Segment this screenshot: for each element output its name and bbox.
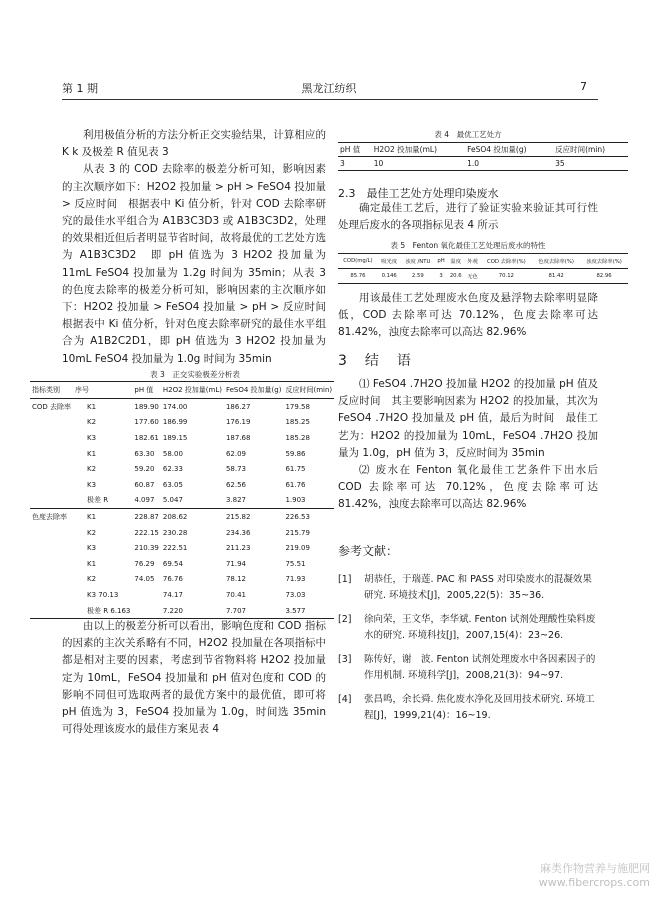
table3-cell: 3.577 [285, 606, 306, 615]
paragraph-result: 用该最佳工艺处理废水色度及悬浮物去除率明显降低，COD 去除率可达 70.12%，色度去除率可达 81.42%，浊度去除率可以高达 82.96% [338, 292, 598, 339]
table3-cell: 177.60 [134, 418, 159, 427]
table3-cell: 极差 R [87, 496, 109, 505]
table3-row [30, 556, 334, 572]
left-column-text-bottom [62, 618, 337, 738]
table3-cell: K1 [87, 449, 97, 458]
table3-cell [30, 572, 73, 588]
table3-cell: 230.28 [162, 528, 188, 537]
table3-cell: 186.27 [225, 402, 251, 411]
table4-header: pH 值 [340, 145, 361, 154]
table5-header: 温度 [450, 259, 462, 265]
table3-row [30, 399, 334, 415]
table3-cell: 179.58 [285, 402, 310, 411]
table4-header: 反应时间(min) [555, 145, 606, 154]
left-column-text [62, 127, 337, 368]
reference-number: [4] [338, 694, 352, 705]
reference-item [338, 692, 598, 724]
table3-cell: 222.15 [134, 528, 159, 537]
table5-cell: 0.146 [381, 273, 397, 279]
table5-header: 吸光度 [381, 259, 398, 265]
table3-cell: 62.09 [225, 449, 247, 458]
table3-cell: 74.05 [134, 575, 155, 584]
table3-cell: K3 [87, 480, 97, 489]
table3-cell: 61.76 [285, 480, 306, 489]
table3-header: pH 值 [134, 386, 154, 394]
table4-cell: 1.0 [467, 159, 479, 168]
table3-cell: 187.68 [225, 433, 251, 442]
table5-cell: 2.59 [411, 273, 424, 279]
table3-cell: 5.047 [162, 496, 183, 505]
table3-cell: 226.53 [285, 512, 310, 521]
section-3-title: 3 结 语 [338, 353, 413, 369]
table3-cell: K2 [87, 528, 97, 537]
reference-text: 张昌鸣，余长舜. 焦化废水净化及回用技术研究. 环境工程[J]，1999,21(4)：16~19. [364, 694, 595, 721]
watermark [470, 862, 650, 890]
table5-header: 色度去除率(%) [538, 259, 574, 265]
reference-item [338, 652, 598, 684]
reference-item [338, 612, 598, 644]
table3-cell: 74.17 [162, 590, 183, 599]
table3-cell: K2 [87, 575, 97, 584]
table3-cell: K2 [87, 465, 97, 474]
table3-cell: 189.90 [134, 402, 159, 411]
table3-row [30, 493, 334, 509]
reference-number: [1] [338, 574, 352, 585]
table4-header: FeSO4 投加量(g) [467, 145, 527, 154]
table5-header: 外观 [467, 259, 478, 265]
table3-row [30, 572, 334, 588]
table3-cell: K2 [87, 418, 97, 427]
table3-cell: 174.00 [162, 402, 188, 411]
reference-item [338, 572, 598, 604]
table5-caption: 表 5 Fenton 氧化最佳工艺处理后废水的特性 [390, 241, 546, 250]
reference-text: 胡恭任，于瑞莲. PAC 和 PASS 对印染废水的混凝效果研究. 环境技术[J]，2005,22(5)：35~36. [364, 574, 592, 601]
table3-header: 反应时间(min) [285, 386, 333, 394]
table3-cell [30, 603, 73, 619]
page-number: 7 [580, 80, 587, 93]
table3-cell: 76.76 [162, 575, 183, 584]
table3-cell: 76.29 [134, 559, 155, 568]
table4-header: H2O2 投加量(mL) [373, 145, 438, 154]
table5-header: 浊度去除率(%) [586, 259, 622, 265]
table5-cell: 70.12 [498, 273, 514, 279]
watermark-site-name: 麻类作物营养与施肥网 [540, 862, 650, 875]
conclusion-item-2: ⑵ 废水在 Fenton 氧化最佳工艺条件下出水后 COD 去除率可达 70.12%，色度去除率可达 81.42%，浊度去除率可以高达 82.96% [338, 464, 598, 511]
table3-cell: 73.03 [285, 590, 306, 599]
references-list [338, 572, 598, 732]
paragraph-validation: 确定最佳工艺后，进行了验证实验来验证其可行性 处理后废水的各项指标见表 4 所示 [338, 202, 609, 232]
table3-cell: 182.61 [134, 433, 159, 442]
table3-cell: 58.00 [162, 449, 183, 458]
table3-cell: 61.75 [285, 465, 306, 474]
table3-header: 序号 [75, 386, 90, 394]
journal-name: 黑龙江纺织 [301, 82, 357, 95]
table3-cell: 62.56 [225, 480, 247, 489]
table5-cell: 82.96 [596, 273, 612, 279]
table3-cell [30, 493, 73, 509]
table3-cell [132, 603, 161, 619]
reference-text: 陈传好，谢 波. Fenton 试剂处理废水中各因素因子的作用机制. 环境科学[J]，2008,21(3)：94~97. [364, 654, 596, 681]
table3-row [30, 509, 334, 525]
table3-header: H2O2 投加量(mL) [162, 386, 222, 394]
table5-cell: 3 [439, 273, 443, 279]
table3-cell: 63.05 [162, 480, 183, 489]
table3-cell: 63.30 [134, 449, 155, 458]
table3-cell: 211.23 [225, 544, 251, 553]
table3-cell: 1.903 [285, 496, 306, 505]
table3-cell: 59.86 [285, 449, 306, 458]
table3-cell: 176.19 [225, 418, 251, 427]
table3-cell: 189.15 [162, 433, 188, 442]
table3-cell: 62.33 [162, 465, 183, 474]
table3-cell: 219.09 [285, 544, 310, 553]
table3-cell: 71.94 [225, 559, 247, 568]
table3-cell: 228.87 [134, 512, 159, 521]
table3-cell: K1 [87, 402, 97, 411]
table4-cell: 10 [373, 159, 384, 168]
table5-container [338, 253, 628, 284]
table3-cell: K3 [87, 433, 97, 442]
table3-cell: 210.39 [134, 544, 159, 553]
table3-cell: 75.51 [285, 559, 306, 568]
table3-cell: 59.20 [134, 465, 155, 474]
table3-cell: 185.28 [285, 433, 310, 442]
watermark-url: www.fibercrops.com [538, 876, 650, 889]
table5-header: 浊度 /NTU [405, 259, 431, 265]
table3-row [30, 430, 334, 446]
table3 [30, 381, 334, 619]
table3-cell [30, 587, 73, 603]
table3-cell [30, 461, 73, 477]
table3-row [30, 540, 334, 556]
table3-cell: 7.707 [225, 606, 247, 615]
table3-row [30, 603, 334, 619]
table4-caption: 表 4 最优工艺处方 [434, 130, 502, 139]
paragraph-conclusion-analysis: 由以上的极差分析可以看出，影响色度和 COD 指标的因素的主次关系略有不同，H2O2 投加量在各项指标中都是相对主要的因素，考虑到节省物料将 H2O2 投加量定为 10mL，FeSO4 投加量和 pH 值对色度和 COD 的影响不同但可选取两者的最优方案中的最优值，即可将 pH 值选为 3，FeSO4 投加量为 1.0g，时间选 35min 可得处理该废水的最佳方案见表 4 [62, 620, 337, 736]
table3-cell [30, 430, 73, 446]
table3-header: FeSO4 投加量(g) [225, 386, 282, 394]
table3-cell: 215.82 [225, 512, 251, 521]
table3-row [30, 461, 334, 477]
table3-cell: K3 [87, 544, 97, 553]
table3-cell [30, 540, 73, 556]
table5 [338, 253, 628, 284]
table3-container [30, 381, 334, 619]
table5-header: pH [437, 258, 445, 264]
table3-cell [30, 415, 73, 431]
table3-cell [30, 556, 73, 572]
table4-cell: 35 [555, 159, 565, 168]
reference-number: [2] [338, 614, 352, 625]
table3-cell: 7.220 [162, 606, 183, 615]
table3-cell: 58.73 [225, 465, 247, 474]
table5-header: COD(mg/L) [343, 258, 373, 264]
table3-cell: 208.62 [162, 512, 188, 521]
reference-number: [3] [338, 654, 352, 665]
table3-row [30, 415, 334, 431]
conclusion-item-1: ⑴ FeSO4 .7H2O 投加量 H2O2 的投加量 pH 值及反应时间 其主要影响因素为 H2O2 的投加量，其次为 FeSO4 .7H2O 投加量及 pH 值，最后为时间 最佳工艺为：H2O2 的投加量为 10mL，FeSO4 .7H2O 投加量为 1.0g，pH 值为 3，反应时间为 35min [338, 378, 598, 459]
table4-container [338, 142, 628, 171]
table3-cell: 78.12 [225, 575, 247, 584]
table3-cell: 色度去除率 [32, 512, 67, 521]
table3-cell: 3.827 [225, 496, 247, 505]
table3-cell [30, 525, 73, 541]
table5-header: COD 去除率(%) [487, 259, 526, 265]
table3-cell [30, 446, 73, 462]
table3-cell [132, 587, 161, 603]
table3-row [30, 587, 334, 603]
table3-row [30, 446, 334, 462]
table3-cell: K3 70.13 [87, 590, 119, 599]
table3-row [30, 525, 334, 541]
table3-cell: 60.87 [134, 480, 155, 489]
table3-header: 指标类别 [32, 386, 60, 394]
table3-cell: 222.51 [162, 544, 188, 553]
section-2-3-text [338, 200, 609, 234]
table3-cell: COD 去除率 [32, 402, 72, 411]
table3-cell: K1 [87, 512, 97, 521]
table5-cell: 81.42 [548, 273, 564, 279]
table3-cell: K1 [87, 559, 97, 568]
table3-cell: 4.097 [134, 496, 155, 505]
table5-cell: 85.76 [350, 273, 366, 279]
issue-number: 第 1 期 [62, 82, 98, 95]
table3-cell: 186.99 [162, 418, 188, 427]
header-rule [62, 99, 598, 100]
table3-cell: 70.41 [225, 590, 247, 599]
section-3-text [338, 376, 598, 514]
table5-cell: 20.6 [449, 273, 462, 279]
table3-cell: 234.36 [225, 528, 251, 537]
table3-cell: 185.25 [285, 418, 310, 427]
paragraph-extreme-analysis: 利用极值分析的方法分析正交实验结果，计算相应的 K k 及极差 R 值见表 3 [62, 129, 326, 159]
table3-cell: 69.54 [162, 559, 183, 568]
paragraph-cod-analysis: 从表 3 的 COD 去除率的极差分析可知，影响因素的主次顺序如下：H2O2 投加量 > pH > FeSO4 投加量 > 反应时间 根据表中 Ki 值分析，针对 COD 去除率研究的最佳水平组合为 A1B3C3D3 或 A1B3C3D2，处理的效果相近但后者明显节省时间，故将最优的工艺处方选为 A1B3C3D2 即 pH 值选为 3 H2O2 投加量为 11mL FeSO4 投加量为 1.2g 时间为 35min；从表 3 的色度去除率的极差分析可知，影响因素的主次顺序如下：H2O2 投加量 > FeSO4 投加量 > pH > 反应时间 根据表中 Ki 值分析，针对色度去除率研究的最佳水平组合为 A1B2C2D1，即 pH 值选为 3 H2O2 投加量为 10mL FeSO4 投加量为 1.0g 时间为 35min [62, 163, 337, 365]
right-result-text [338, 290, 598, 342]
table5-cell: 无色 [467, 274, 478, 280]
table3-cell: 215.79 [285, 528, 310, 537]
table3-caption: 表 3 正交实验极差分析表 [150, 370, 240, 379]
table4-cell: 3 [340, 159, 345, 168]
table3-row [30, 477, 334, 493]
table3-cell: 极差 R 6.163 [87, 606, 131, 615]
table3-cell [30, 477, 73, 493]
section-2-3-title: 2.3 最佳工艺处方处理印染废水 [338, 187, 499, 200]
reference-text: 徐向荣，王文华，李华斌. Fenton 试剂处理酸性染料废水的研究. 环境科技[J]，2007,15(4)：23~26. [364, 614, 596, 641]
table4 [338, 142, 628, 171]
references-title: 参考文献： [338, 544, 399, 558]
table3-cell: 71.93 [285, 575, 306, 584]
